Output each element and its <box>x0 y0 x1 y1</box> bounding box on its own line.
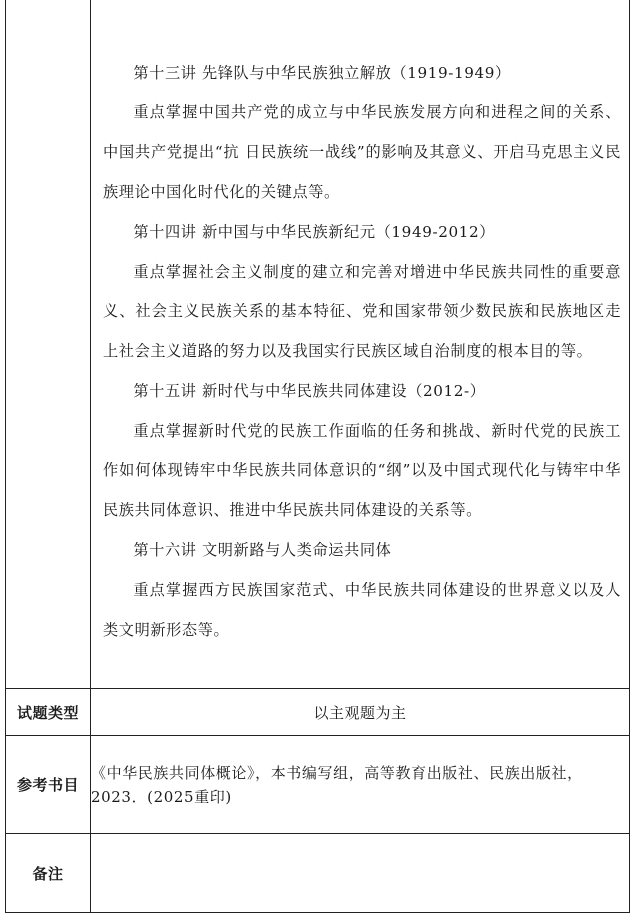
lecture-14-summary: 重点掌握社会主义制度的建立和完善对增进中华民族共同性的重要意义、社会主义民族关系的基本特征、党和国家带领少数民族和民族地区走上社会主义道路的努力以及我国实行民族区域自治制度的根本目的等。 <box>103 262 621 361</box>
notes-value <box>91 834 630 913</box>
content-cell <box>91 0 630 689</box>
lecture-16-summary: 重点掌握西方民族国家范式、中华民族共同体建设的世界意义以及人类文明新形态等。 <box>103 580 621 639</box>
notes-row <box>6 834 630 913</box>
syllabus-table <box>5 0 630 913</box>
exam-type-value: 以主观题为主 <box>91 689 630 736</box>
references-row <box>6 736 630 834</box>
lecture-13-summary: 重点掌握中国共产党的成立与中华民族发展方向和进程之间的关系、中国共产党提出“抗 日民族统一战线”的影响及其意义、开启马克思主义民族理论中国化时代化的关键点等。 <box>103 103 621 201</box>
lecture-15-summary: 重点掌握新时代党的民族工作面临的任务和挑战、新时代党的民族工作如何体现铸牢中华民族共同体意识的“纲”以及中国式现代化与铸牢中华民族共同体意识、推进中华民族共同体建设的关系等。 <box>103 421 621 520</box>
lecture-16-title: 第十六讲 文明新路与人类命运共同体 <box>133 541 392 560</box>
notes-label: 备注 <box>6 834 91 913</box>
content-label-cell <box>6 0 91 689</box>
document-page <box>5 0 629 912</box>
lecture-content <box>91 38 629 651</box>
references-value: 《中华民族共同体概论》，本书编写组，高等教育出版社、民族出版社，2023．(2025重印) <box>91 736 630 834</box>
lecture-15-title: 第十五讲 新时代与中华民族共同体建设（2012-） <box>133 381 486 400</box>
content-row <box>6 0 630 689</box>
lecture-14-title: 第十四讲 新中国与中华民族新纪元（1949-2012） <box>133 222 496 241</box>
lecture-13-title: 第十三讲 先锋队与中华民族独立解放（1919-1949） <box>133 63 511 82</box>
references-label: 参考书目 <box>6 736 91 834</box>
exam-type-label: 试题类型 <box>6 689 91 736</box>
exam-type-row <box>6 689 630 736</box>
